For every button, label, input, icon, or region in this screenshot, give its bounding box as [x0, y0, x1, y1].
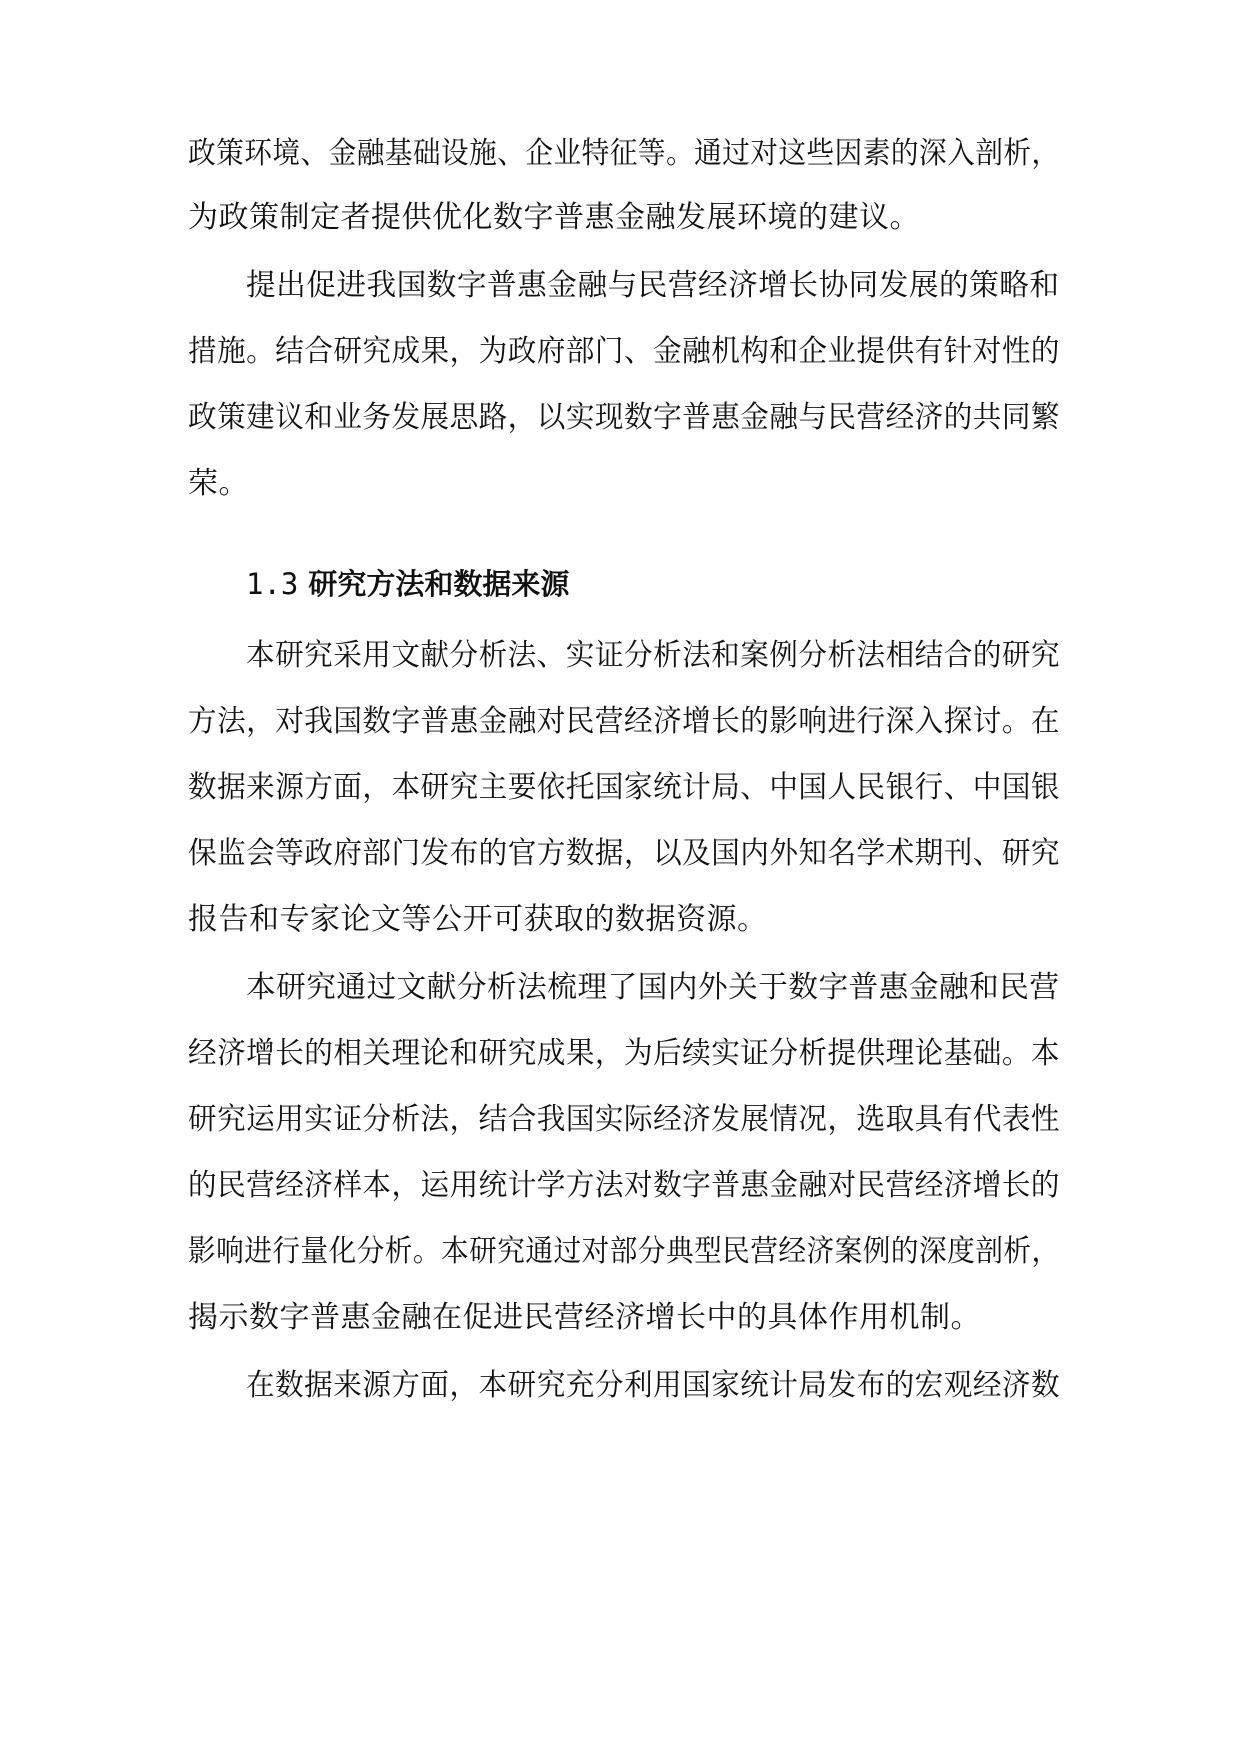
paragraph-line: 的民营经济样本，运用统计学方法对数字普惠金融对民营经济增长的	[188, 1168, 1060, 1203]
paragraph-line: 报告和专家论文等公开可获取的数据资源。	[188, 902, 768, 937]
section-heading	[246, 566, 569, 602]
paragraph-line: 政策建议和业务发展思路，以实现数字普惠金融与民营经济的共同繁	[188, 400, 1060, 435]
paragraph-line: 措施。结合研究成果，为政府部门、金融机构和企业提供有针对性的	[188, 334, 1060, 369]
paragraph-line: 荣。	[188, 466, 249, 501]
paragraph-line: 在数据来源方面，本研究充分利用国家统计局发布的宏观经济数	[246, 1368, 1061, 1403]
paragraph-line: 研究运用实证分析法，结合我国实际经济发展情况，选取具有代表性	[188, 1102, 1060, 1137]
section-title: 研究方法和数据来源	[308, 567, 570, 601]
paragraph-line: 政策环境、金融基础设施、企业特征等。通过对这些因素的深入剖析，	[188, 136, 1060, 171]
paragraph-line: 保监会等政府部门发布的官方数据，以及国内外知名学术期刊、研究	[188, 836, 1060, 871]
paragraph-line: 方法，对我国数字普惠金融对民营经济增长的影响进行深入探讨。在	[188, 704, 1060, 739]
paragraph-line: 影响进行量化分析。本研究通过对部分典型民营经济案例的深度剖析，	[188, 1234, 1060, 1269]
paragraph-line: 经济增长的相关理论和研究成果，为后续实证分析提供理论基础。本	[188, 1036, 1060, 1071]
paragraph-line: 本研究采用文献分析法、实证分析法和案例分析法相结合的研究	[246, 638, 1061, 673]
paragraph-line: 提出促进我国数字普惠金融与民营经济增长协同发展的策略和	[246, 268, 1060, 303]
section-number: 1.3	[246, 567, 299, 601]
paragraph-line: 为政策制定者提供优化数字普惠金融发展环境的建议。	[188, 200, 920, 235]
paragraph-line: 本研究通过文献分析法梳理了国内外关于数字普惠金融和民营	[246, 970, 1060, 1005]
paragraph-line: 揭示数字普惠金融在促进民营经济增长中的具体作用机制。	[188, 1300, 981, 1335]
paragraph-line: 数据来源方面，本研究主要依托国家统计局、中国人民银行、中国银	[188, 770, 1060, 805]
